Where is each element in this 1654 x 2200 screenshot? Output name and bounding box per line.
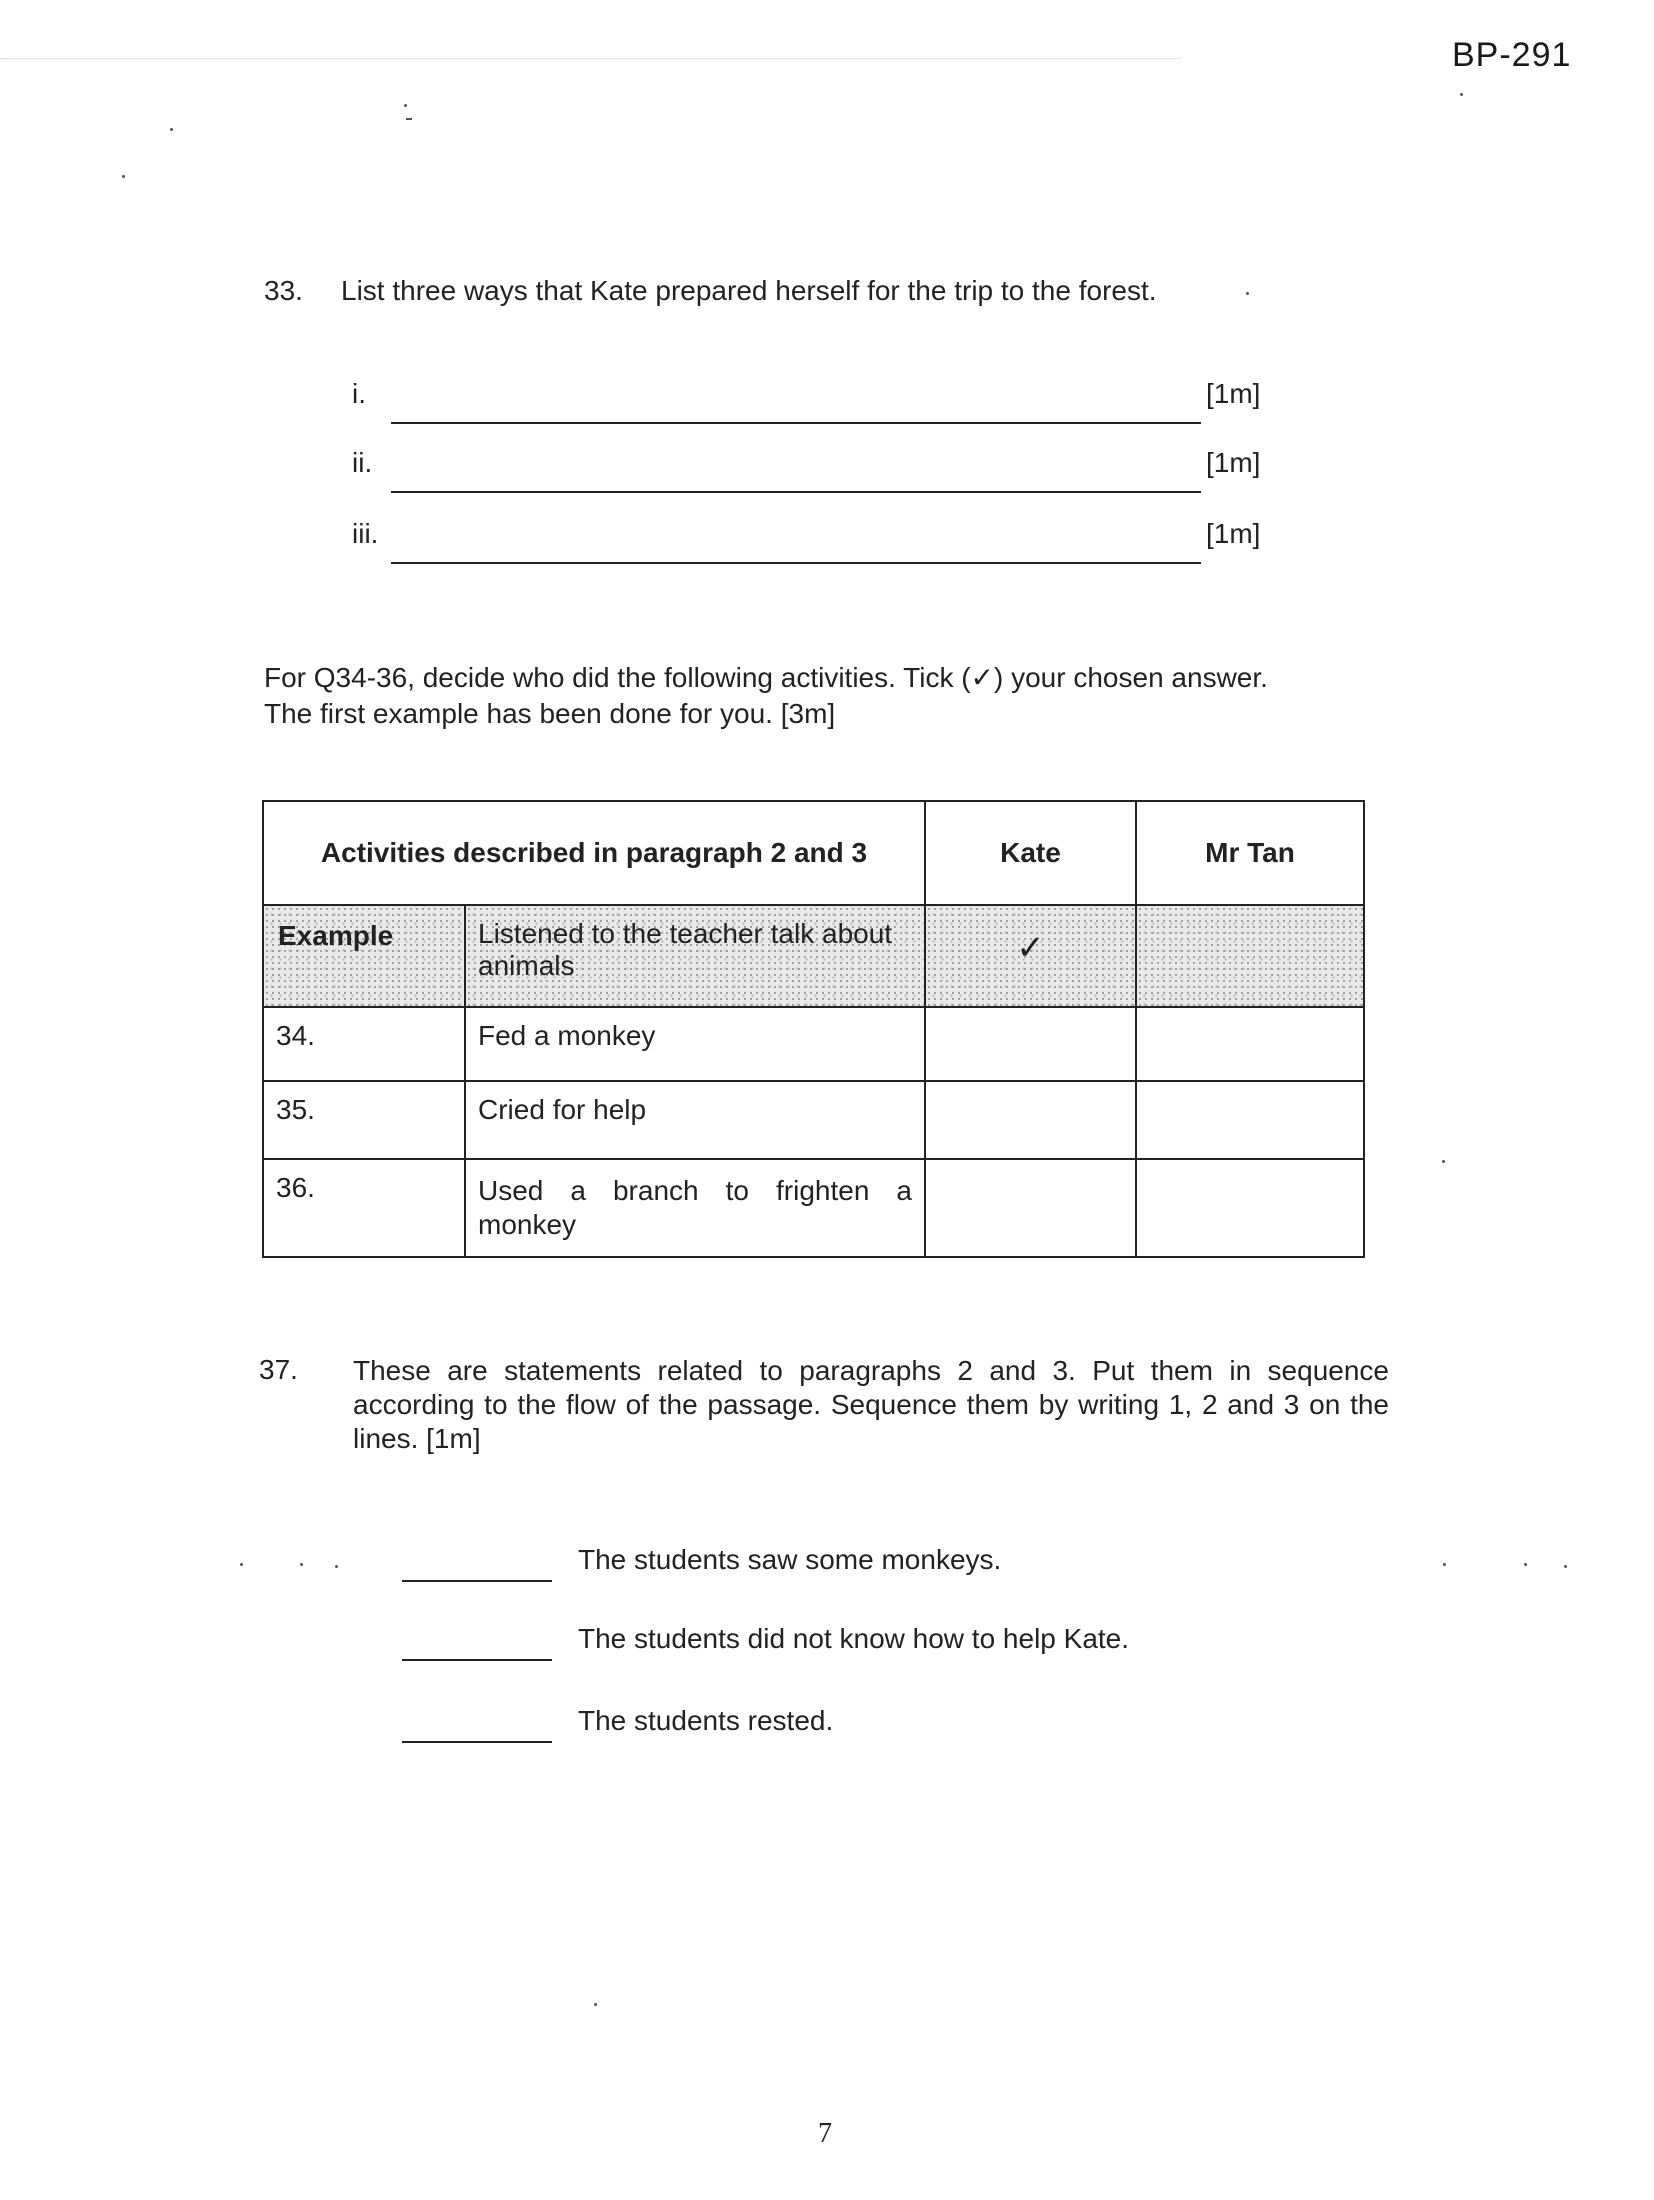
row-number-cell (263, 1081, 465, 1159)
q34-36-instructions (264, 660, 1364, 732)
answer-line[interactable] (391, 422, 1201, 424)
page-code: BP-291 (1452, 36, 1572, 74)
kate-tick-cell[interactable] (925, 1007, 1136, 1081)
header-activities: Activities described in paragraph 2 and 3 (263, 801, 925, 905)
example-activity-cell (465, 905, 925, 1007)
answer-line[interactable] (391, 562, 1201, 564)
header-kate: Kate (925, 801, 1136, 905)
row-activity-cell (465, 1159, 925, 1257)
question-37-prompt: These are statements related to paragraphs 2 and 3. Put them in sequence according to the flow of the passage. Sequence them by writing 1, 2 and 3 on the lines. [1m] (353, 1355, 1389, 1454)
scan-artifact-line (0, 58, 1180, 59)
row-activity-cell (465, 1007, 925, 1081)
sequence-statement: The students saw some monkeys. (578, 1544, 1002, 1575)
instruction-line: The first example has been done for you. [3m] (264, 698, 836, 729)
answer-mark: [1m] (1206, 447, 1261, 478)
answer-row-iii (346, 518, 1266, 568)
instruction-line: For Q34-36, decide who did the following activities. Tick (✓) your chosen answer. (264, 662, 1268, 693)
tick-mark-icon: ✓ (1016, 929, 1045, 967)
scan-speck (1564, 1565, 1567, 1568)
answer-roman: ii. (352, 447, 373, 478)
sequence-row (402, 1705, 1302, 1749)
scan-speck (1442, 1160, 1445, 1163)
example-activity: Listened to the teacher talk about animals (478, 918, 893, 981)
mr-tan-tick-cell[interactable] (1136, 1159, 1364, 1257)
scan-speck (240, 1563, 243, 1566)
scan-speck (1460, 93, 1463, 96)
scan-speck (1524, 1563, 1527, 1566)
page-number: 7 (818, 2118, 832, 2149)
example-label: Example (278, 920, 394, 951)
mr-tan-tick-cell[interactable] (1136, 1081, 1364, 1159)
answer-roman: iii. (352, 518, 379, 549)
kate-tick-cell[interactable] (925, 1159, 1136, 1257)
sequence-row (402, 1623, 1302, 1667)
scan-speck (406, 118, 412, 120)
question-33-number: 33. (264, 275, 303, 306)
scan-speck (1443, 1563, 1446, 1566)
sequence-statement: The students rested. (578, 1705, 834, 1736)
question-33-prompt: List three ways that Kate prepared herself for the trip to the forest. (341, 275, 1157, 306)
example-mr-tan-cell (1136, 905, 1364, 1007)
scan-speck (404, 104, 407, 107)
activities-table (262, 800, 1365, 1258)
row-number: 35. (276, 1094, 315, 1125)
row-number: 36. (276, 1172, 315, 1203)
scan-speck (335, 1565, 338, 1568)
table-row (263, 1081, 1364, 1159)
scan-speck (1246, 292, 1249, 295)
table-row (263, 1159, 1364, 1257)
header-mr-tan: Mr Tan (1136, 801, 1364, 905)
answer-roman: i. (352, 378, 366, 409)
sequence-blank[interactable] (402, 1741, 552, 1743)
mr-tan-tick-cell[interactable] (1136, 1007, 1364, 1081)
scan-speck (300, 1563, 303, 1566)
example-row (263, 905, 1364, 1007)
kate-tick-cell[interactable] (925, 1081, 1136, 1159)
answer-mark: [1m] (1206, 518, 1261, 549)
answer-row-ii (346, 447, 1266, 497)
sequence-row (402, 1544, 1302, 1588)
example-label-cell (263, 905, 465, 1007)
row-activity-cell (465, 1081, 925, 1159)
row-number-cell (263, 1007, 465, 1081)
scan-speck (170, 128, 173, 131)
sequence-statement: The students did not know how to help Kate. (578, 1623, 1130, 1654)
example-kate-cell (925, 905, 1136, 1007)
table-row (263, 1007, 1364, 1081)
question-37-number: 37. (259, 1354, 298, 1385)
sequence-blank[interactable] (402, 1659, 552, 1661)
scan-speck (122, 175, 125, 178)
row-activity: Used a branch to frighten a monkey (478, 1175, 912, 1240)
row-number-cell (263, 1159, 465, 1257)
answer-line[interactable] (391, 491, 1201, 493)
row-activity: Fed a monkey (478, 1020, 656, 1051)
sequence-blank[interactable] (402, 1580, 552, 1582)
row-number: 34. (276, 1020, 315, 1051)
scan-speck (594, 2003, 597, 2006)
row-activity: Cried for help (478, 1094, 647, 1125)
answer-mark: [1m] (1206, 378, 1261, 409)
answer-row-i (346, 378, 1266, 428)
